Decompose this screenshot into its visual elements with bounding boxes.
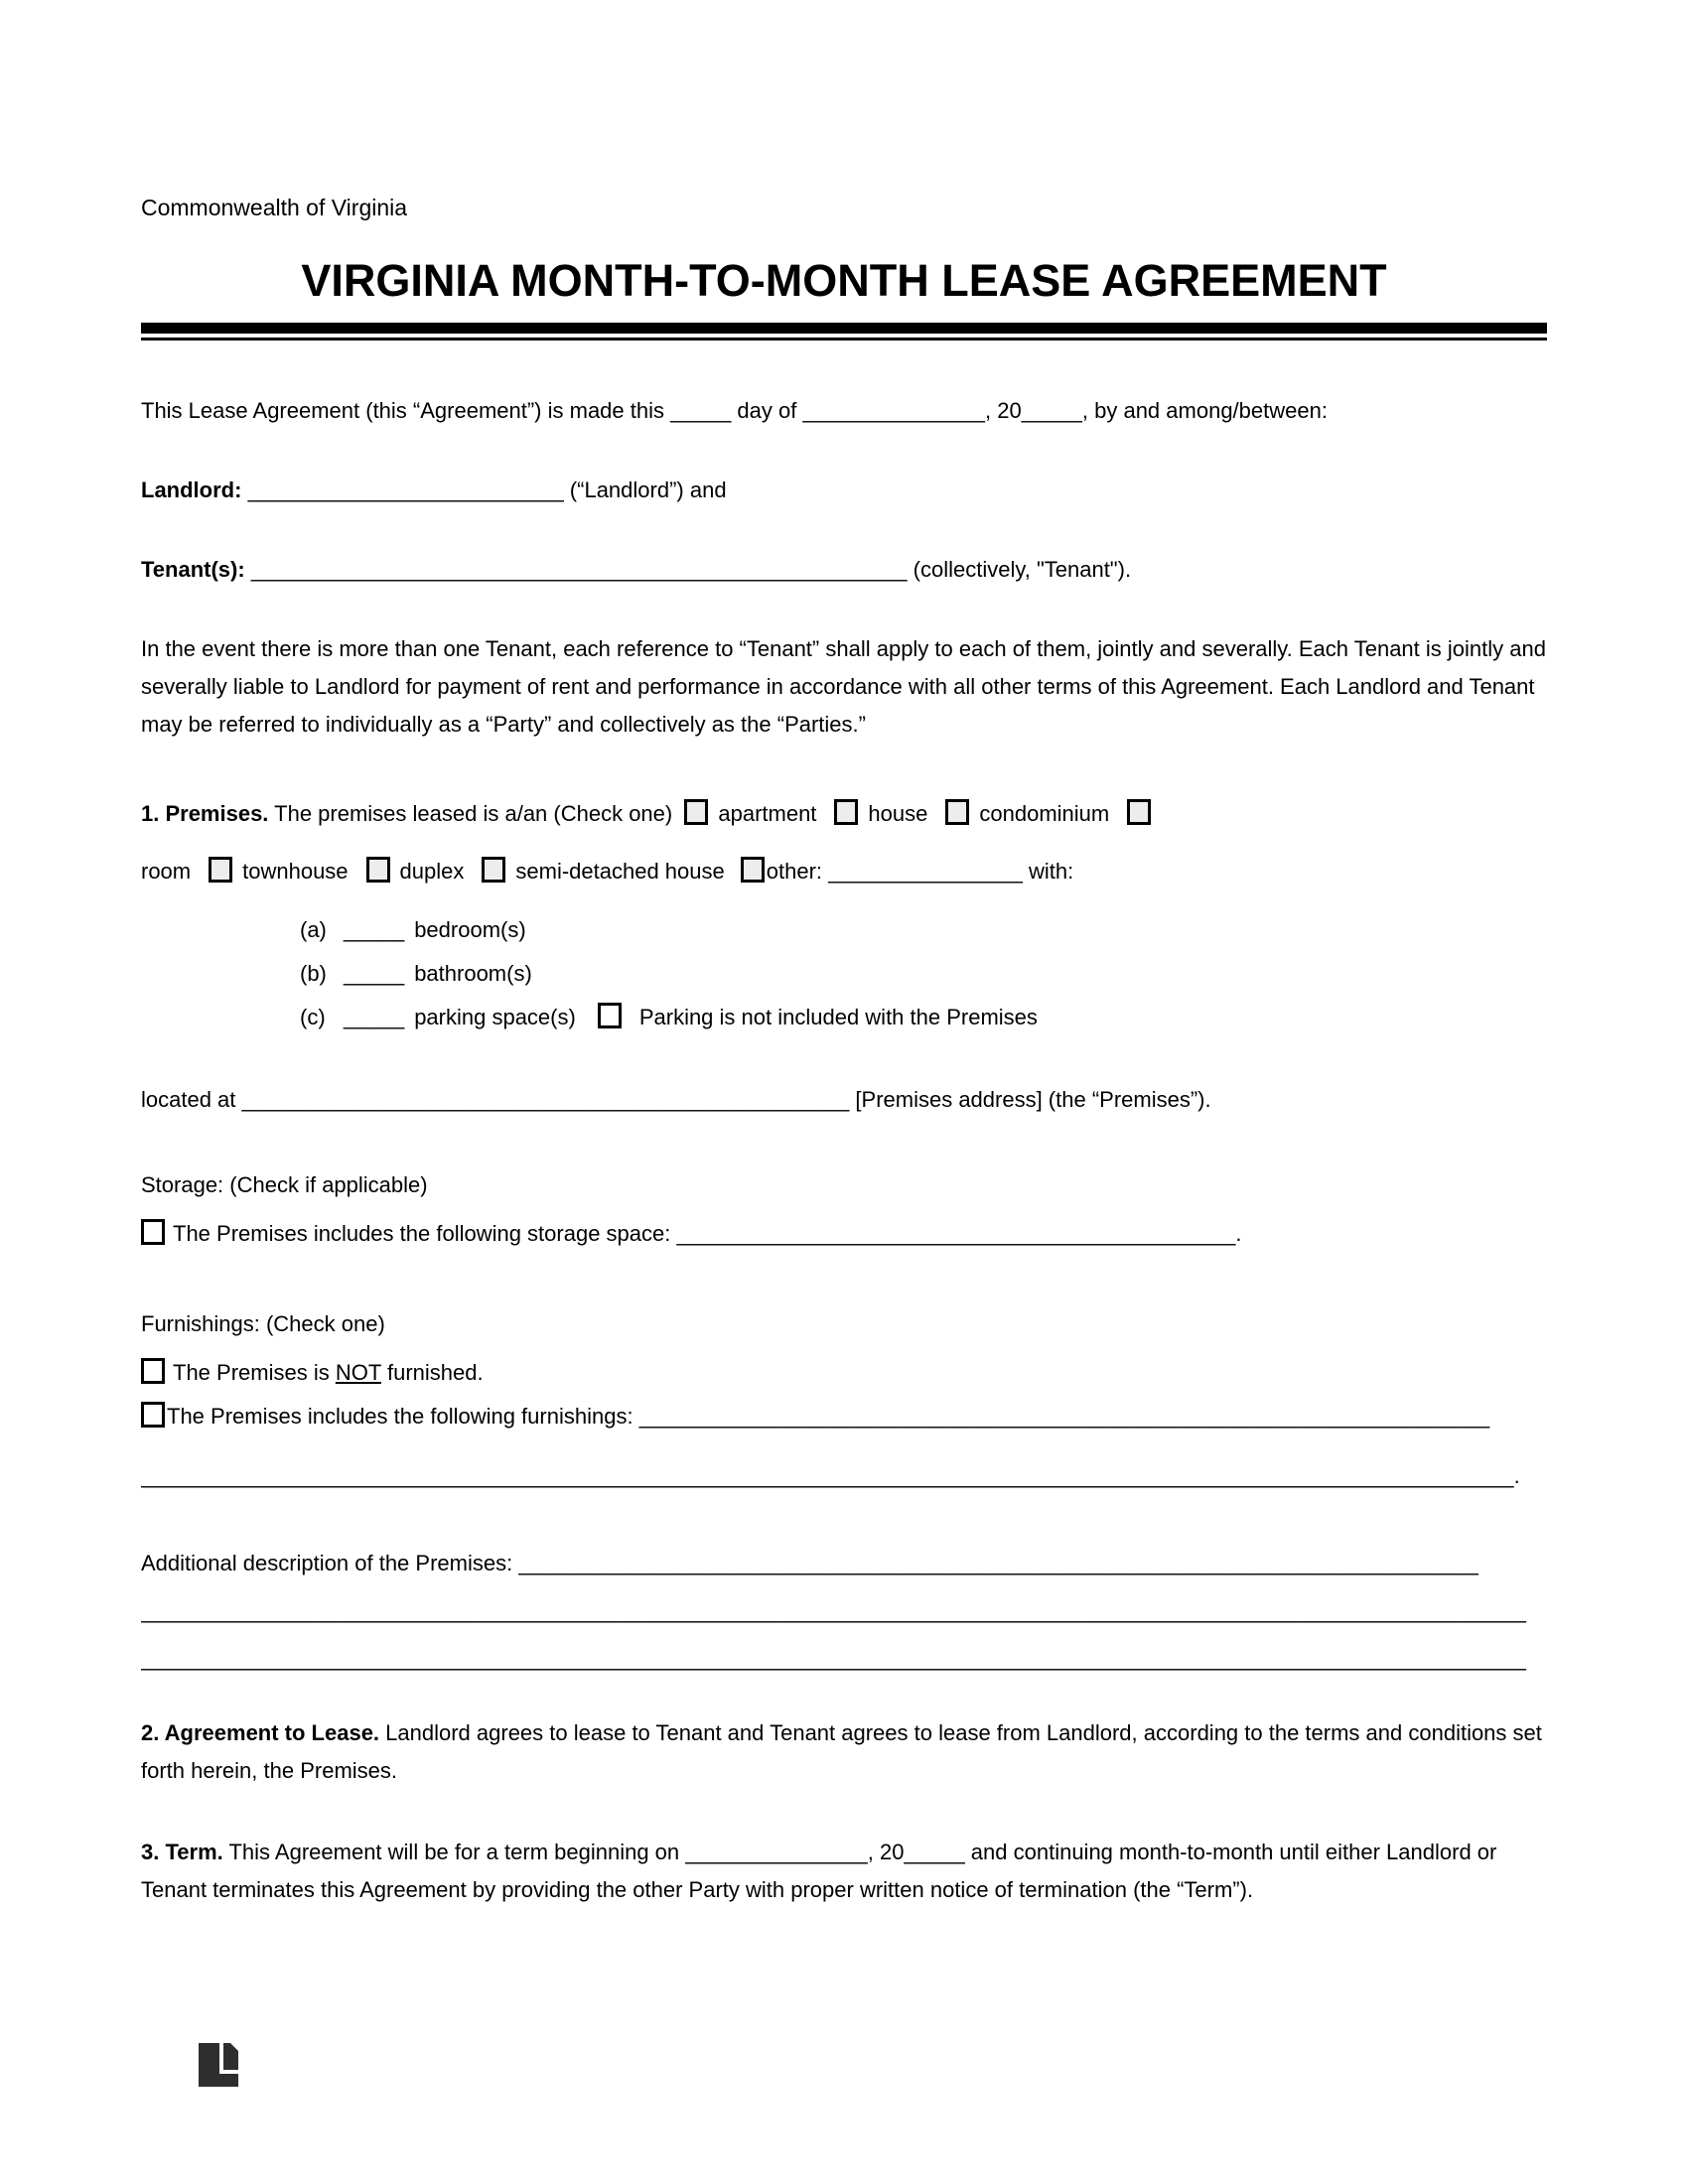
furnishings-continuation-field[interactable]: _________________________________________________________________________________________________________________ (141, 1463, 1514, 1488)
term-section-number: 3. Term. (141, 1840, 223, 1864)
intro-text-2: day of (731, 398, 803, 423)
tenant-label: Tenant(s): (141, 557, 245, 582)
premises-option-duplex: duplex (399, 859, 465, 884)
storage-option-line (141, 1212, 1547, 1256)
additional-description-field-3[interactable]: __________________________________________________________________________________________________________________ (141, 1646, 1526, 1671)
furnishings-continuation-period: . (1513, 1463, 1520, 1488)
premises-other-label: other: (766, 859, 829, 884)
landlord-label: Landlord: (141, 478, 242, 502)
premises-address-line (141, 1081, 1547, 1119)
storage-heading: Storage: (Check if applicable) (141, 1172, 428, 1197)
bedrooms-text: bedroom(s) (414, 917, 526, 942)
parking-row (300, 996, 1547, 1039)
checkbox-no-parking[interactable] (598, 1003, 622, 1028)
term-start-year-field[interactable]: _____ (904, 1840, 965, 1864)
checkbox-duplex[interactable] (366, 857, 390, 883)
additional-description-label: Additional description of the Premises: (141, 1551, 519, 1575)
jurisdiction-label: Commonwealth of Virginia (141, 195, 408, 220)
intro-text-1: This Lease Agreement (this “Agreement”) is made this (141, 398, 671, 423)
premises-option-condominium: condominium (979, 801, 1110, 826)
tenant-line (141, 551, 1547, 589)
checkbox-other[interactable] (741, 857, 765, 883)
page-title: VIRGINIA MONTH-TO-MONTH LEASE AGREEMENT (301, 255, 1387, 306)
agreement-to-lease-number: 2. Agreement to Lease. (141, 1720, 380, 1745)
legal-templates-logo (199, 2043, 238, 2087)
bedrooms-count-field[interactable]: _____ (344, 917, 405, 942)
premises-option-room: room (141, 859, 192, 884)
storage-option-text: The Premises includes the following storage space: (173, 1221, 677, 1246)
storage-period: . (1235, 1221, 1242, 1246)
parking-item-label: (c) (300, 1005, 326, 1029)
term-text-2: , 20 (867, 1840, 905, 1864)
tenant-suffix: (collectively, "Tenant"). (907, 557, 1132, 582)
furnishings-heading: Furnishings: (Check one) (141, 1311, 385, 1336)
tenant-names-field[interactable]: ______________________________________________________ (250, 557, 908, 582)
title-divider (141, 323, 1547, 341)
parking-not-included-text: Parking is not included with the Premises (638, 1005, 1038, 1029)
landlord-line (141, 472, 1547, 509)
agreement-to-lease-section (141, 1714, 1547, 1790)
furnished-line (141, 1395, 1547, 1438)
premises-address-suffix: [Premises address] (the “Premises”). (849, 1087, 1211, 1112)
title-divider-thick-bar (141, 323, 1547, 334)
bathrooms-text: bathroom(s) (414, 961, 532, 986)
checkbox-not-furnished[interactable] (141, 1358, 165, 1384)
premises-address-field[interactable]: __________________________________________________ (241, 1087, 850, 1112)
storage-space-field[interactable]: ______________________________________________ (676, 1221, 1236, 1246)
checkbox-semi-detached-house[interactable] (482, 857, 505, 883)
bedrooms-row (300, 908, 1547, 952)
checkbox-apartment[interactable] (684, 799, 708, 825)
additional-description-line-2 (141, 1587, 1547, 1635)
premises-with-label: with: (1022, 859, 1074, 884)
parking-count-field[interactable]: _____ (344, 1005, 405, 1029)
furnished-text: The Premises includes the following furnishings: (167, 1404, 639, 1429)
intro-text-3: , 20 (985, 398, 1022, 423)
additional-description-line-3 (141, 1635, 1547, 1683)
premises-other-field[interactable]: ________________ (828, 859, 1023, 884)
bedrooms-item-label: (a) (300, 917, 327, 942)
intro-text-4: , by and among/between: (1081, 398, 1328, 423)
agreement-to-lease-text: Landlord agrees to lease to Tenant and Tenant agrees to lease from Landlord, according to the terms and conditions set forth herein, the Premises. (141, 1720, 1542, 1783)
premises-details-list (300, 908, 1547, 1039)
term-text-3: and continuing month-to-month until either Landlord or Tenant terminates this Agreement by providing the other Party with proper written notice of termination (the “Term”). (141, 1840, 1497, 1902)
month-blank-field[interactable]: _______________ (802, 398, 985, 423)
premises-option-semi-detached-house: semi-detached house (515, 859, 725, 884)
premises-option-townhouse: townhouse (242, 859, 349, 884)
not-furnished-not-word: NOT (335, 1360, 381, 1385)
bathrooms-item-label: (b) (300, 961, 327, 986)
furnishings-continuation-line (141, 1452, 1547, 1500)
not-furnished-suffix: furnished. (380, 1360, 484, 1385)
additional-description-field-2[interactable]: __________________________________________________________________________________________________________________ (141, 1598, 1526, 1623)
checkbox-furnished[interactable] (141, 1402, 165, 1428)
landlord-name-field[interactable]: __________________________ (247, 478, 564, 502)
term-text-1: This Agreement will be for a term beginning on (222, 1840, 686, 1864)
year-blank-field[interactable]: _____ (1021, 398, 1082, 423)
joint-liability-paragraph: In the event there is more than one Tenant, each reference to “Tenant” shall apply to each of them, jointly and severally. Each Tenant is jointly and severally liable to Landlord for payment of rent and performance in accordance with all other terms of this Agreement. Each Landlord and Tenant may be referred to individually as a “Party” and collectively as the “Parties.” (141, 636, 1546, 737)
additional-description-section (141, 1540, 1547, 1683)
premises-option-apartment: apartment (718, 801, 817, 826)
landlord-suffix: (“Landlord”) and (563, 478, 727, 502)
not-furnished-line (141, 1351, 1547, 1395)
checkbox-storage-space[interactable] (141, 1219, 165, 1245)
premises-lead-text: The premises leased is a/an (Check one) (268, 801, 679, 826)
checkbox-condominium[interactable] (945, 799, 969, 825)
bathrooms-count-field[interactable]: _____ (344, 961, 405, 986)
checkbox-room[interactable] (1127, 799, 1151, 825)
day-blank-field[interactable]: _____ (670, 398, 732, 423)
storage-section (141, 1166, 1547, 1256)
additional-description-field-1[interactable]: _______________________________________________________________________________ (518, 1551, 1478, 1575)
furnishings-section (141, 1305, 1547, 1438)
term-start-date-field[interactable]: _______________ (685, 1840, 868, 1864)
intro-paragraph (141, 392, 1547, 430)
not-furnished-pre-text: The Premises is (173, 1360, 336, 1385)
checkbox-house[interactable] (834, 799, 858, 825)
title-divider-thin-bar (141, 338, 1547, 341)
term-section (141, 1834, 1547, 1909)
located-at-text: located at (141, 1087, 242, 1112)
premises-section-number: 1. Premises. (141, 801, 269, 826)
bathrooms-row (300, 952, 1547, 996)
parking-text: parking space(s) (414, 1005, 576, 1029)
premises-option-house: house (868, 801, 928, 826)
furnishings-list-field[interactable]: ______________________________________________________________________ (638, 1404, 1490, 1429)
premises-section (141, 785, 1547, 900)
additional-description-line-1 (141, 1540, 1547, 1587)
checkbox-townhouse[interactable] (209, 857, 232, 883)
